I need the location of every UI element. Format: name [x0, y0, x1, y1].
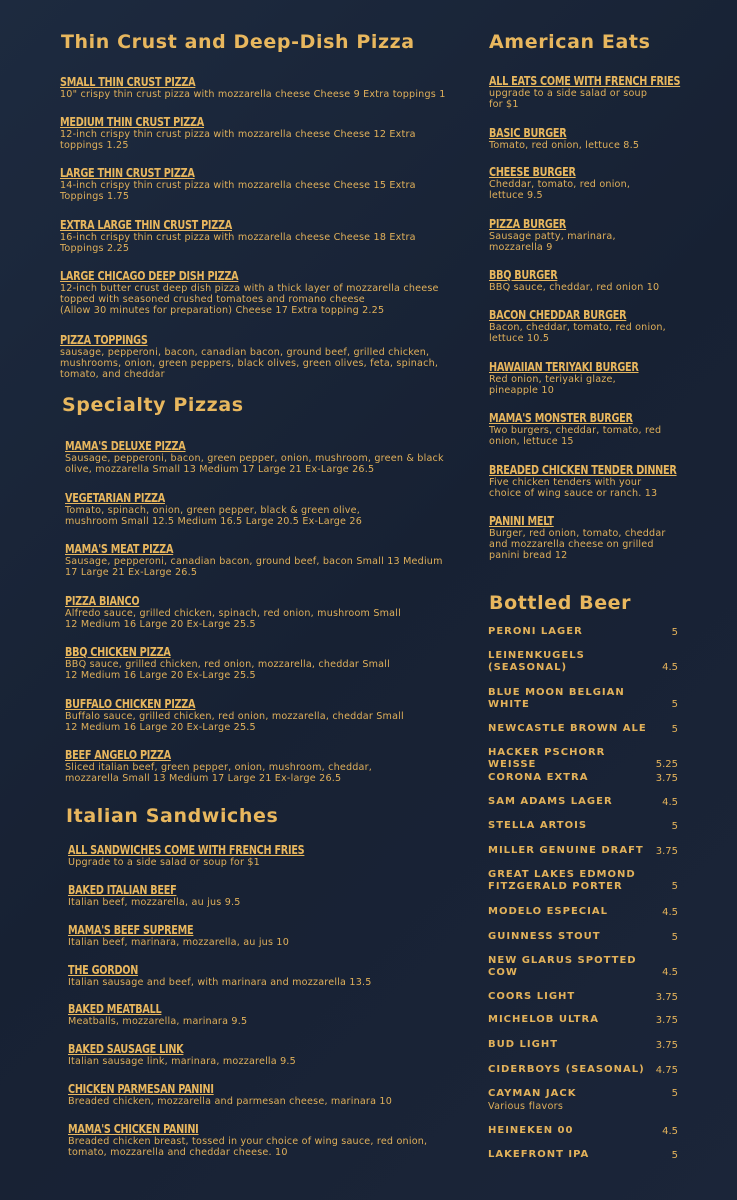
item-name: BUFFALO CHICKEN PIZZA — [65, 696, 196, 711]
beer-price: 3.75 — [655, 991, 678, 1003]
menu-item — [60, 71, 446, 101]
beer-row — [488, 747, 678, 770]
beer-name: NEWCASTLE BROWN ALE — [488, 723, 647, 734]
menu-item — [65, 538, 443, 579]
item-desc: Breaded chicken breast, tossed in your choice of wing sauce, red onion, tomato, mozzarella and cheddar cheese. 10 — [68, 1136, 428, 1158]
beer-row — [488, 1014, 678, 1026]
item-desc: Sausage, pepperoni, bacon, green pepper, onion, mushroom, green & black olive, mozzarella Small 13 Medium 17 Large 21 Ex-Large 26.5 — [65, 453, 444, 475]
beer-name: GREAT LAKES EDMOND FITZGERALD PORTER — [488, 869, 636, 892]
item-name: PIZZA BURGER — [489, 216, 567, 231]
beer-price: 4.75 — [655, 1064, 678, 1076]
item-desc: Alfredo sauce, grilled chicken, spinach, red onion, mushroom Small 12 Medium 16 Large 20 Ex-Large 25.5 — [65, 608, 401, 630]
item-desc: Cheddar, tomato, red onion, lettuce 9.5 — [489, 179, 631, 201]
item-desc: Burger, red onion, tomato, cheddar and mozzarella cheese on grilled panini bread 12 — [489, 528, 666, 561]
item-name: CHICKEN PARMESAN PANINI — [68, 1081, 214, 1096]
item-name: PIZZA TOPPINGS — [60, 332, 148, 347]
item-desc: Meatballs, mozzarella, marinara 9.5 — [68, 1016, 248, 1027]
item-name: CHEESE BURGER — [489, 164, 576, 179]
beer-row — [488, 845, 678, 857]
item-desc: Italian beef, marinara, mozzarella, au jus 10 — [68, 937, 290, 948]
beer-name: HEINEKEN 00 — [488, 1125, 574, 1136]
beer-row — [488, 955, 678, 978]
beer-price: 5 — [671, 1149, 678, 1161]
beer-name: SAM ADAMS LAGER — [488, 796, 613, 807]
menu-item — [68, 919, 289, 949]
beer-row — [488, 1039, 678, 1051]
item-desc: Two burgers, cheddar, tomato, red onion, lettuce 15 — [489, 425, 662, 447]
item-name: BAKED SAUSAGE LINK — [68, 1041, 184, 1056]
beer-name: CAYMAN JACK — [488, 1088, 577, 1099]
section-title-pizza: Thin Crust and Deep-Dish Pizza — [61, 31, 415, 53]
item-name: BBQ BURGER — [489, 267, 558, 282]
beer-row — [488, 820, 678, 832]
item-desc: BBQ sauce, grilled chicken, red onion, mozzarella, cheddar Small 12 Medium 16 Large 20 Ex-Large 25.5 — [65, 659, 390, 681]
menu-item — [68, 1118, 427, 1159]
section-title-american: American Eats — [489, 31, 651, 53]
beer-price: 3.75 — [655, 1039, 678, 1051]
beer-row — [488, 650, 678, 673]
menu-item — [65, 693, 404, 734]
item-desc: Sliced italian beef, green pepper, onion, mushroom, cheddar, mozzarella Small 13 Medium 17 Large 21 Ex-large 26.5 — [65, 762, 373, 784]
beer-row — [488, 991, 678, 1003]
menu-item — [68, 998, 247, 1028]
menu-item — [489, 264, 659, 294]
section-title-specialty: Specialty Pizzas — [62, 394, 244, 416]
item-name: THE GORDON — [68, 962, 139, 977]
menu-item — [489, 122, 639, 152]
item-desc: 16-inch crispy thin crust pizza with mozzarella cheese Cheese 18 Extra Toppings 2.25 — [60, 232, 416, 254]
item-desc: BBQ sauce, cheddar, red onion 10 — [489, 282, 660, 293]
menu-item — [489, 407, 661, 448]
item-name: HAWAIIAN TERIYAKI BURGER — [489, 359, 639, 374]
item-name: BASIC BURGER — [489, 125, 567, 140]
item-name: MAMA'S MEAT PIZZA — [65, 541, 174, 556]
item-name: MAMA'S DELUXE PIZZA — [65, 438, 186, 453]
beer-price: 5 — [671, 820, 678, 832]
menu-item — [65, 487, 362, 528]
item-name: SMALL THIN CRUST PIZZA — [60, 74, 196, 89]
item-name: PIZZA BIANCO — [65, 593, 140, 608]
beer-price: 4.5 — [662, 796, 678, 808]
beer-price: 5 — [671, 699, 678, 710]
menu-item — [68, 959, 372, 989]
beer-row — [488, 723, 678, 735]
menu-item — [68, 1078, 392, 1108]
beer-row — [488, 1149, 678, 1161]
beer-name: CORONA EXTRA — [488, 772, 589, 783]
item-desc: Italian sausage link, marinara, mozzarella 9.5 — [68, 1056, 296, 1067]
item-name: MEDIUM THIN CRUST PIZZA — [60, 114, 205, 129]
item-desc: Bacon, cheddar, tomato, red onion, lettuce 10.5 — [489, 322, 666, 344]
menu-item — [65, 744, 372, 785]
beer-price: 4.5 — [662, 1125, 678, 1137]
beer-name: LEINENKUGELS (SEASONAL) — [488, 650, 585, 673]
beer-price: 4.5 — [662, 662, 678, 673]
item-name: EXTRA LARGE THIN CRUST PIZZA — [60, 217, 233, 232]
item-desc: Upgrade to a side salad or soup for $1 — [68, 857, 260, 868]
menu-item — [489, 356, 663, 397]
menu-item — [489, 304, 666, 345]
menu-item — [60, 265, 439, 316]
beer-name: COORS LIGHT — [488, 991, 576, 1002]
item-desc: Italian beef, mozzarella, au jus 9.5 — [68, 897, 241, 908]
item-name: BACON CHEDDAR BURGER — [489, 307, 627, 322]
item-name: MAMA'S CHICKEN PANINI — [68, 1121, 199, 1136]
beer-price: 5 — [671, 881, 678, 892]
section-title-beer: Bottled Beer — [489, 592, 632, 614]
item-name: BREADED CHICKEN TENDER DINNER — [489, 462, 677, 477]
menu-item — [60, 214, 416, 255]
beer-name: MICHELOB ULTRA — [488, 1014, 599, 1025]
beer-row — [488, 687, 678, 710]
beer-price: 5.25 — [655, 759, 678, 770]
item-desc: 14-inch crispy thin crust pizza with mozzarella cheese Cheese 15 Extra Toppings 1.75 — [60, 180, 416, 202]
item-name: MAMA'S MONSTER BURGER — [489, 410, 633, 425]
beer-row — [488, 772, 678, 784]
item-desc: upgrade to a side salad or soup for $1 — [489, 88, 648, 110]
item-desc: 10" crispy thin crust pizza with mozzarella cheese Cheese 9 Extra toppings 1 — [60, 89, 446, 100]
beer-name: MILLER GENUINE DRAFT — [488, 845, 644, 856]
menu-item — [68, 839, 343, 869]
item-desc: Five chicken tenders with your choice of wing sauce or ranch. 13 — [489, 477, 658, 499]
item-desc: Tomato, red onion, lettuce 8.5 — [489, 140, 640, 151]
beer-price: 5 — [671, 1088, 678, 1099]
item-name: BBQ CHICKEN PIZZA — [65, 644, 171, 659]
item-name: BAKED ITALIAN BEEF — [68, 882, 177, 897]
item-name: LARGE THIN CRUST PIZZA — [60, 165, 195, 180]
item-desc: Sausage patty, marinara, mozzarella 9 — [489, 231, 616, 253]
beer-price: 4.5 — [662, 906, 678, 918]
beer-name: BLUE MOON BELGIAN WHITE — [488, 687, 625, 710]
menu-item — [65, 641, 390, 682]
beer-name: HACKER PSCHORR WEISSE — [488, 747, 606, 770]
menu-item — [489, 161, 630, 202]
item-name: MAMA'S BEEF SUPREME — [68, 922, 194, 937]
item-desc: Tomato, spinach, onion, green pepper, black & green olive, mushroom Small 12.5 Medium 16.5 Large 20.5 Ex-Large 26 — [65, 505, 363, 527]
item-desc: 12-inch butter crust deep dish pizza with a thick layer of mozzarella cheese topped with seasoned crushed tomatoes and romano cheese (Allow 30 minutes for preparation) Cheese 17 Extra topping 2.25 — [60, 283, 439, 316]
item-name: LARGE CHICAGO DEEP DISH PIZZA — [60, 268, 239, 283]
menu-item — [60, 329, 438, 380]
menu-item — [489, 510, 666, 561]
menu-item — [68, 879, 241, 909]
item-desc: Italian sausage and beef, with marinara and mozzarella 13.5 — [68, 977, 372, 988]
beer-price: 5 — [671, 723, 678, 735]
beer-row — [488, 626, 678, 638]
menu-item — [68, 1038, 296, 1068]
beer-price: 3.75 — [655, 772, 678, 784]
beer-name: NEW GLARUS SPOTTED COW — [488, 955, 637, 978]
item-name: PANINI MELT — [489, 513, 554, 528]
item-name: BAKED MEATBALL — [68, 1001, 162, 1016]
beer-name: GUINNESS STOUT — [488, 931, 601, 942]
item-name: BEEF ANGELO PIZZA — [65, 747, 171, 762]
item-name: VEGETARIAN PIZZA — [65, 490, 165, 505]
beer-name: MODELO ESPECIAL — [488, 906, 608, 917]
item-name: ALL SANDWICHES COME WITH FRENCH FRIES — [68, 842, 305, 857]
beer-price: 4.5 — [662, 967, 678, 978]
beer-name: BUD LIGHT — [488, 1039, 559, 1050]
beer-price: 5 — [671, 626, 678, 638]
beer-row — [488, 1125, 678, 1137]
beer-name: CIDERBOYS (SEASONAL) — [488, 1064, 645, 1075]
item-desc: Red onion, teriyaki glaze, pineapple 10 — [489, 374, 616, 396]
item-desc: Sausage, pepperoni, canadian bacon, ground beef, bacon Small 13 Medium 17 Large 21 Ex-Large 26.5 — [65, 556, 443, 578]
menu-item — [489, 213, 616, 254]
beer-price: 3.75 — [655, 1014, 678, 1026]
menu-item — [60, 111, 416, 152]
section-title-sandwiches: Italian Sandwiches — [66, 805, 279, 827]
beer-price: 3.75 — [655, 845, 678, 857]
menu-item — [489, 459, 707, 500]
beer-price: 5 — [671, 931, 678, 943]
item-name: ALL EATS COME WITH FRENCH FRIES — [489, 73, 681, 88]
beer-row — [488, 906, 678, 918]
item-desc: Breaded chicken, mozzarella and parmesan cheese, marinara 10 — [68, 1096, 393, 1107]
beer-subtitle: Various flavors — [488, 1100, 564, 1112]
item-desc: sausage, pepperoni, bacon, canadian bacon, ground beef, grilled chicken, mushrooms, onion, green peppers, black olives, green olives, feta, spinach, tomato, and cheddar — [60, 347, 439, 380]
beer-row — [488, 931, 678, 943]
beer-name: STELLA ARTOIS — [488, 820, 588, 831]
item-desc: Buffalo sauce, grilled chicken, red onion, mozzarella, cheddar Small 12 Medium 16 Large 20 Ex-Large 25.5 — [65, 711, 404, 733]
beer-name: LAKEFRONT IPA — [488, 1149, 590, 1160]
item-desc: 12-inch crispy thin crust pizza with mozzarella cheese Cheese 12 Extra toppings 1.25 — [60, 129, 416, 151]
menu-item — [65, 435, 444, 476]
menu-item — [60, 162, 416, 203]
beer-row — [488, 869, 678, 892]
menu-item — [65, 590, 401, 631]
menu-item — [489, 70, 711, 111]
beer-name: PERONI LAGER — [488, 626, 583, 637]
beer-row — [488, 796, 678, 808]
beer-row — [488, 1088, 678, 1112]
beer-row — [488, 1064, 678, 1076]
